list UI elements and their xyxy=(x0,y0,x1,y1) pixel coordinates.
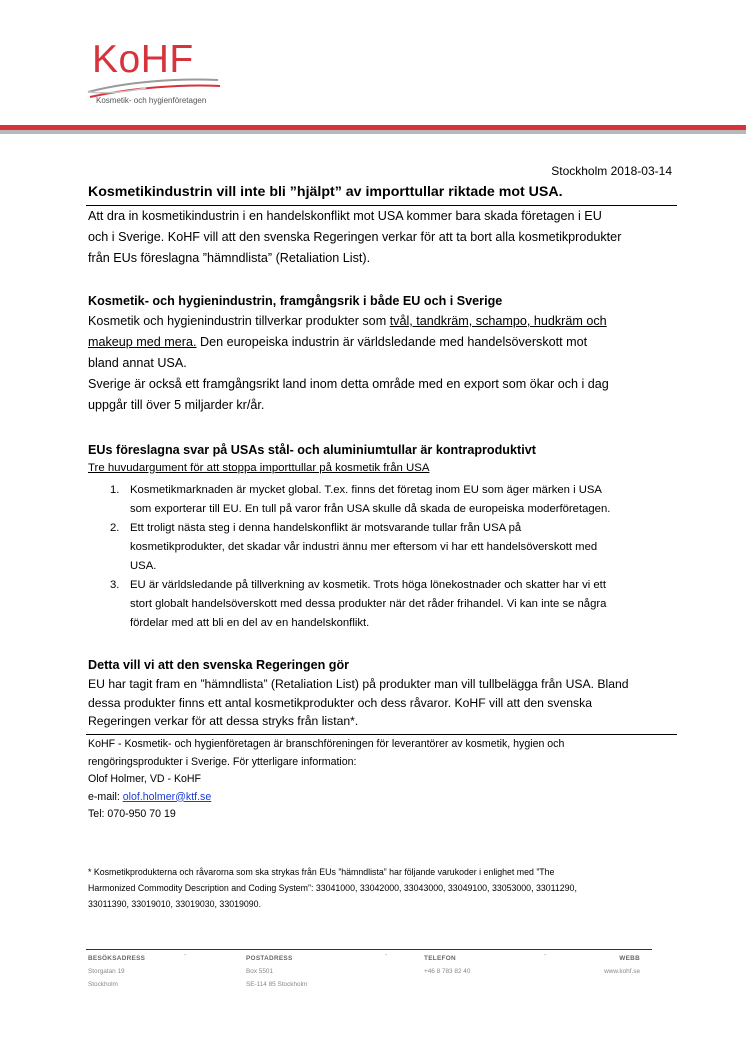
list-item xyxy=(88,519,678,576)
document-date: Stockholm 2018-03-14 xyxy=(551,164,672,178)
section1-text: Sverige är också ett framgångsrikt land inom detta område med en export som ökar och i dag xyxy=(88,377,609,391)
list-number: 2. xyxy=(110,522,120,534)
list-item-text: kosmetikprodukter, det skadar vår industri ännu mer eftersom vi har ett handelsöverskott med xyxy=(130,541,598,553)
footnote-text: Harmonized Commodity Description and Coding System”: 33041000, 33042000, 33043000, 33049100, 33053000, 33011290, xyxy=(88,883,577,893)
swoosh-icon xyxy=(86,66,226,100)
visit-address-city: Stockholm xyxy=(88,981,118,988)
section1-text: Kosmetik och hygienindustrin tillverkar produkter som xyxy=(88,314,390,328)
section3-text: dessa produkter finns ett antal kosmetikprodukter och dess råvaror. KoHF vill att den svenska xyxy=(88,695,592,710)
web-label: WEBB xyxy=(619,955,640,962)
intro-line: och i Sverige. KoHF vill att den svenska Regeringen verkar för att ta bort alla kosmetikprodukter xyxy=(88,230,622,244)
section3-text: EU har tagit fram en ”hämndlista” (Retaliation List) på produkter man vill tullbelägga från USA. Bland xyxy=(88,677,629,691)
intro-paragraph xyxy=(88,206,678,269)
email-label: e-mail: xyxy=(88,790,123,803)
post-address-label: POSTADRESS xyxy=(246,955,293,962)
contact-text: KoHF - Kosmetik- och hygienföretagen är branschföreningen för leverantörer av kosmetik, hygien och xyxy=(88,738,565,750)
section3-heading: Detta vill vi att den svenska Regeringen gör xyxy=(88,658,350,672)
section3-paragraph xyxy=(88,675,678,731)
post-address-city: SE-114 85 Stockholm xyxy=(246,981,308,988)
section1-underlined-text: makeup med mera. xyxy=(88,335,197,349)
visit-address-street: Storgatan 19 xyxy=(88,968,125,975)
list-item-text: stort globalt handelsöverskott med dessa produkter när det råder frihandel. Vi kan inte se några xyxy=(130,598,607,610)
kohf-logo xyxy=(86,40,226,110)
section1-text: Den europeiska industrin är världsledande med handelsöverskott mot xyxy=(196,335,588,349)
list-item-text: Ett troligt nästa steg i denna handelskonflikt är motsvarande tullar från USA på xyxy=(130,522,522,534)
section1-heading: Kosmetik- och hygienindustrin, framgångsrik i både EU och i Sverige xyxy=(88,294,503,308)
list-item xyxy=(88,576,678,633)
contact-phone: Tel: 070-950 70 19 xyxy=(88,808,176,820)
contact-block xyxy=(88,736,668,824)
email-link[interactable]: olof.holmer@ktf.se xyxy=(122,790,212,803)
list-item xyxy=(88,481,678,519)
web-url[interactable]: www.kohf.se xyxy=(604,968,640,975)
header-gray-bar xyxy=(0,130,746,134)
post-address xyxy=(246,952,307,991)
intro-line: från EUs föreslagna ”hämndlista” (Retaliation List). xyxy=(88,251,371,265)
footer-divider xyxy=(86,949,652,950)
intro-line: Att dra in kosmetikindustrin i en handelskonflikt mot USA kommer bara skada företagen i EU xyxy=(88,209,602,223)
contact-name: Olof Holmer, VD - KoHF xyxy=(88,773,202,785)
separator: - xyxy=(184,952,187,959)
list-item-text: Kosmetikmarknaden är mycket global. T.ex. finns det företag inom EU som äger märken i USA xyxy=(130,484,602,496)
section2-subheading: Tre huvudargument för att stoppa importtullar på kosmetik från USA xyxy=(88,462,430,474)
list-item-text: som exporterar till EU. En tull på varor från USA skulle då skada de europeiska moderföretagen. xyxy=(130,503,611,515)
logo-tagline: Kosmetik- och hygienföretagen xyxy=(96,96,207,105)
list-item-text: EU är världsledande på tillverkning av kosmetik. Trots höga lönekostnader och skatter har vi ett xyxy=(130,579,606,591)
section3-text: Regeringen verkar för att dessa stryks från listan*. xyxy=(88,714,359,728)
visit-address-label: BESÖKSADRESS xyxy=(88,955,146,962)
web-info xyxy=(592,952,640,978)
list-item-text: fördelar med att bli en del av en handelskonflikt. xyxy=(130,617,370,629)
argument-list xyxy=(88,481,678,633)
list-number: 3. xyxy=(110,579,120,591)
document-title: Kosmetikindustrin vill inte bli ”hjälpt” av importtullar riktade mot USA. xyxy=(88,184,563,200)
section1-underlined-text: tvål, tandkräm, schampo, hudkräm och xyxy=(389,314,607,328)
post-address-box: Box 5501 xyxy=(246,968,274,975)
footnote-text: 33011390, 33019010, 33019030, 33019090. xyxy=(88,899,262,909)
phone-number: +46 8 783 82 40 xyxy=(424,968,471,975)
separator: - xyxy=(544,952,547,959)
phone-info xyxy=(424,952,470,978)
phone-label: TELEFON xyxy=(424,955,456,962)
logo-wordmark: KoHF xyxy=(92,38,194,81)
footnote-text: * Kosmetikprodukterna och råvarorna som ska strykas från EUs ”hämndlista” har följande varukoder i enlighet med ”The xyxy=(88,867,555,877)
section1-paragraph xyxy=(88,311,678,416)
footnote xyxy=(88,864,668,912)
section2-heading: EUs föreslagna svar på USAs stål- och aluminiumtullar är kontraproduktivt xyxy=(88,443,536,457)
separator: - xyxy=(385,952,388,959)
contact-divider xyxy=(86,734,677,735)
contact-text: rengöringsprodukter i Sverige. För ytterligare information: xyxy=(88,755,357,768)
visit-address xyxy=(88,952,145,991)
list-number: 1. xyxy=(110,484,120,496)
list-item-text: USA. xyxy=(130,560,157,572)
section1-text: bland annat USA. xyxy=(88,356,187,370)
section1-text: uppgår till över 5 miljarder kr/år. xyxy=(88,398,265,412)
